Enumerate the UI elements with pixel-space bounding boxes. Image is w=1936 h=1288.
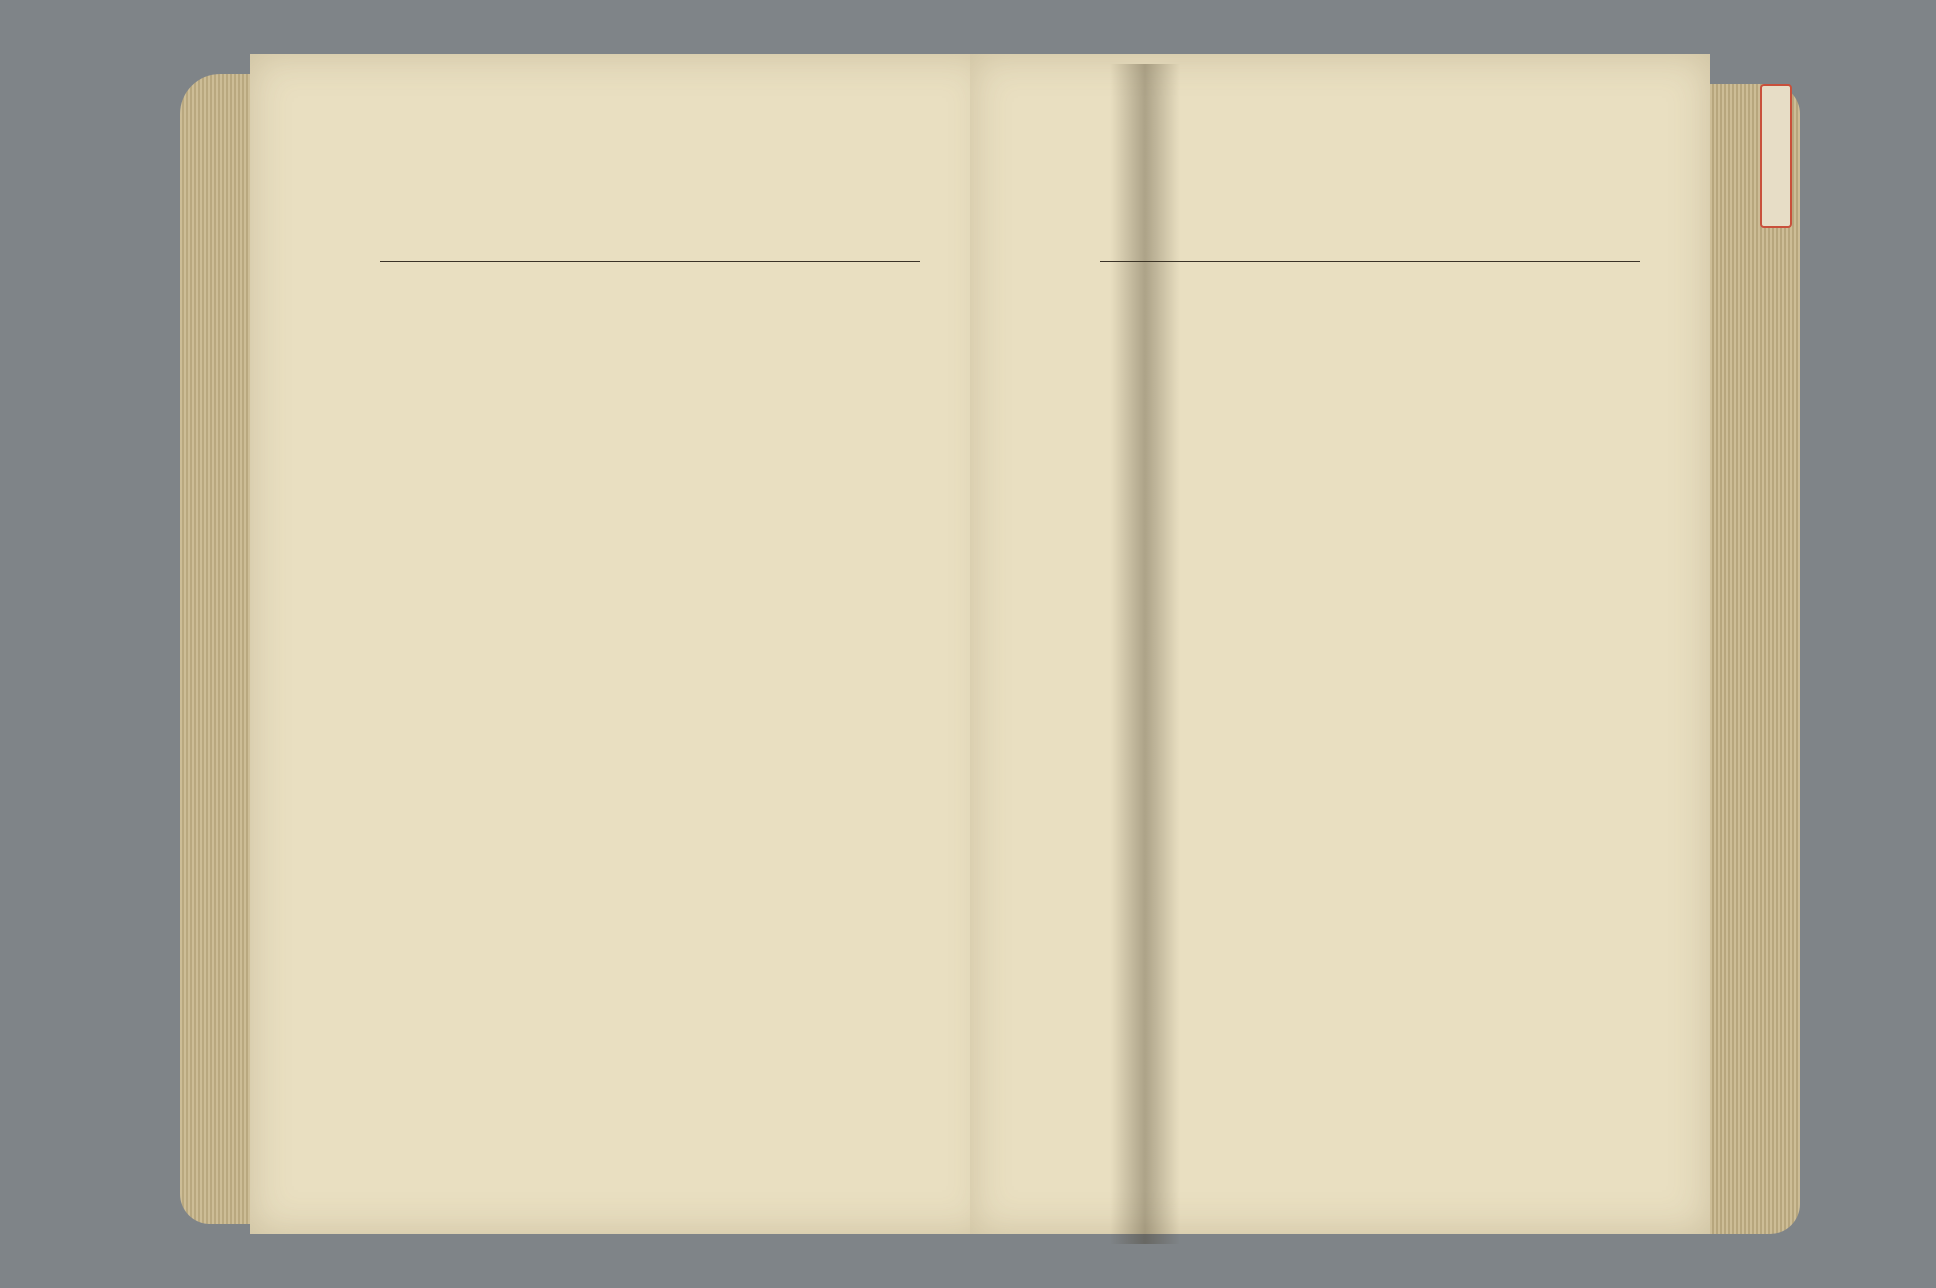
left-page-body: [310, 284, 930, 1124]
page-edges-left: [180, 74, 260, 1224]
library-tab-marker: [1760, 84, 1792, 228]
left-page: [250, 54, 990, 1234]
book-spine-shadow: [1110, 64, 1180, 1244]
open-book: [180, 44, 1800, 1264]
header-rule: [1100, 261, 1640, 262]
right-page: [970, 54, 1710, 1234]
left-page-header: [300, 202, 940, 262]
header-rule: [380, 261, 920, 262]
page-edges-right: [1710, 84, 1800, 1234]
